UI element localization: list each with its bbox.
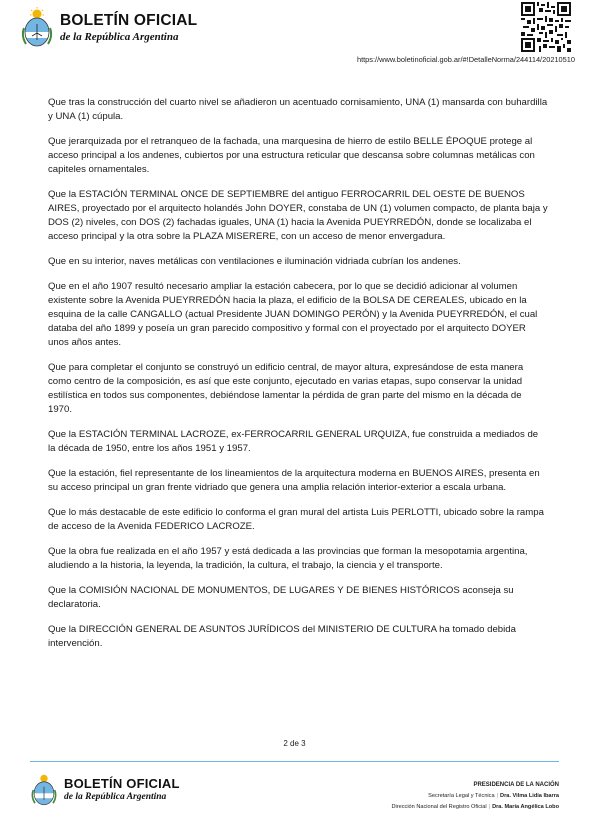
national-seal-icon bbox=[30, 771, 58, 809]
qr-code-icon bbox=[521, 2, 571, 52]
footer-separator: | bbox=[488, 804, 491, 810]
page-header bbox=[0, 0, 589, 72]
footer-secretaria bbox=[391, 791, 559, 802]
paragraph: Que en el año 1907 resultó necesario ampliar la estación cabecera, por lo que se decidió adicionar al volumen existente sobre la Avenida PUEYRREDÓN hacia la plaza, el edificio de la BOLSA DE CEREALES, ubicado en la esquina de la calle CANGALLO (actual Presidente JUAN DOMINGO PERÓN) y la Avenida PUEYRREDÓN, el cual databa del año 1899 y poseía un gran parecido compositivo y formal con el proyectado por el arquitecto DOYER unos años antes. bbox=[48, 281, 538, 348]
footer-direccion bbox=[391, 802, 559, 813]
paragraph: Que lo más destacable de este edificio lo conforma el gran mural del artista Luis PERLOTTI, ubicado sobre la rampa de acceso de la Avenida FEDERICO LACROZE. bbox=[48, 507, 544, 532]
page-number: 2 de 3 bbox=[283, 739, 306, 748]
paragraph: Que la DIRECCIÓN GENERAL DE ASUNTOS JURÍDICOS del MINISTERIO DE CULTURA ha tomado debida intervención. bbox=[48, 624, 516, 649]
footer-title: BOLETÍN OFICIAL bbox=[64, 776, 180, 792]
paragraph: Que la ESTACIÓN TERMINAL ONCE DE SEPTIEMBRE del antiguo FERROCARRIL DEL OESTE DE BUENOS AIRES, proyectado por el arquitecto holandés John DOYER, constaba de UN (1) volumen compacto, de planta baja y DOS (2) niveles, con DOS (2) fachadas iguales, UNA (1) hacia la Avenida PUEYRREDÓN, donde se localizaba el acceso principal y la otra sobre la PLAZA MISERERE, con un acceso de menor envergadura. bbox=[48, 189, 548, 242]
footer-secretaria-name: Dra. Vilma Lidia Ibarra bbox=[500, 793, 559, 799]
paragraph: Que tras la construcción del cuarto nivel se añadieron un acentuado cornisamiento, UNA (1) mansarda con buhardilla y UNA (1) cúpula. bbox=[48, 97, 548, 122]
footer-direccion-name: Dra. María Angélica Lobo bbox=[492, 804, 559, 810]
footer-direccion-label: Dirección Nacional del Registro Oficial bbox=[391, 804, 487, 810]
paragraph: Que jerarquizada por el retranqueo de la fachada, una marquesina de hierro de estilo BELLE ÉPOQUE protege al acceso principal a los andenes, cubiertos por una estructura reticular que descansa sobre columnas metálicas con capiteles ornamentales. bbox=[48, 136, 535, 175]
paragraph: Que la COMISIÓN NACIONAL DE MONUMENTOS, DE LUGARES Y DE BIENES HISTÓRICOS aconseja su declaratoria. bbox=[48, 585, 514, 610]
header-logo bbox=[20, 6, 197, 50]
document-url[interactable]: https://www.boletinoficial.gob.ar/#!DetalleNorma/244114/20210510 bbox=[356, 55, 575, 64]
footer-credits bbox=[391, 780, 559, 813]
footer-separator: | bbox=[496, 793, 499, 799]
paragraph: Que en su interior, naves metálicas con ventilaciones e iluminación vidriada cubrían los andenes. bbox=[48, 256, 461, 267]
footer-logo bbox=[30, 771, 180, 809]
paragraph: Que para completar el conjunto se construyó un edificio central, de mayor altura, expresándose de esta manera como centro de la composición, es así que este conjunto, ejecutado en varias etapas, supo conservar la unidad estilística en todos sus componentes, debiéndose lamentar la pérdida de gran parte del mismo en la década de 1970. bbox=[48, 362, 524, 415]
footer-divider bbox=[30, 761, 559, 762]
paragraph: Que la estación, fiel representante de los lineamientos de la arquitectura moderna en BUENOS AIRES, presenta en su acceso principal un gran frente vidriado que genera una amplia relación interior-exterior a escala urbana. bbox=[48, 468, 540, 493]
national-seal-icon bbox=[20, 6, 54, 50]
paragraph: Que la ESTACIÓN TERMINAL LACROZE, ex-FERROCARRIL GENERAL URQUIZA, fue construida a mediados de la década de 1950, entre los años 1951 y 1957. bbox=[48, 429, 539, 454]
footer-presidency: PRESIDENCIA DE LA NACIÓN bbox=[473, 782, 559, 788]
paragraph: Que la obra fue realizada en el año 1957 y está dedicada a las provincias que forman la mesopotamia argentina, aludiendo a la historia, la leyenda, la tradición, la cultura, el trabajo, la ciencia y el transporte. bbox=[48, 546, 528, 571]
document-body bbox=[48, 96, 548, 662]
header-subtitle: de la República Argentina bbox=[60, 31, 179, 44]
footer-subtitle: de la República Argentina bbox=[64, 792, 167, 803]
header-title: BOLETÍN OFICIAL bbox=[60, 11, 198, 29]
footer-secretaria-label: Secretaría Legal y Técnica bbox=[428, 793, 495, 799]
